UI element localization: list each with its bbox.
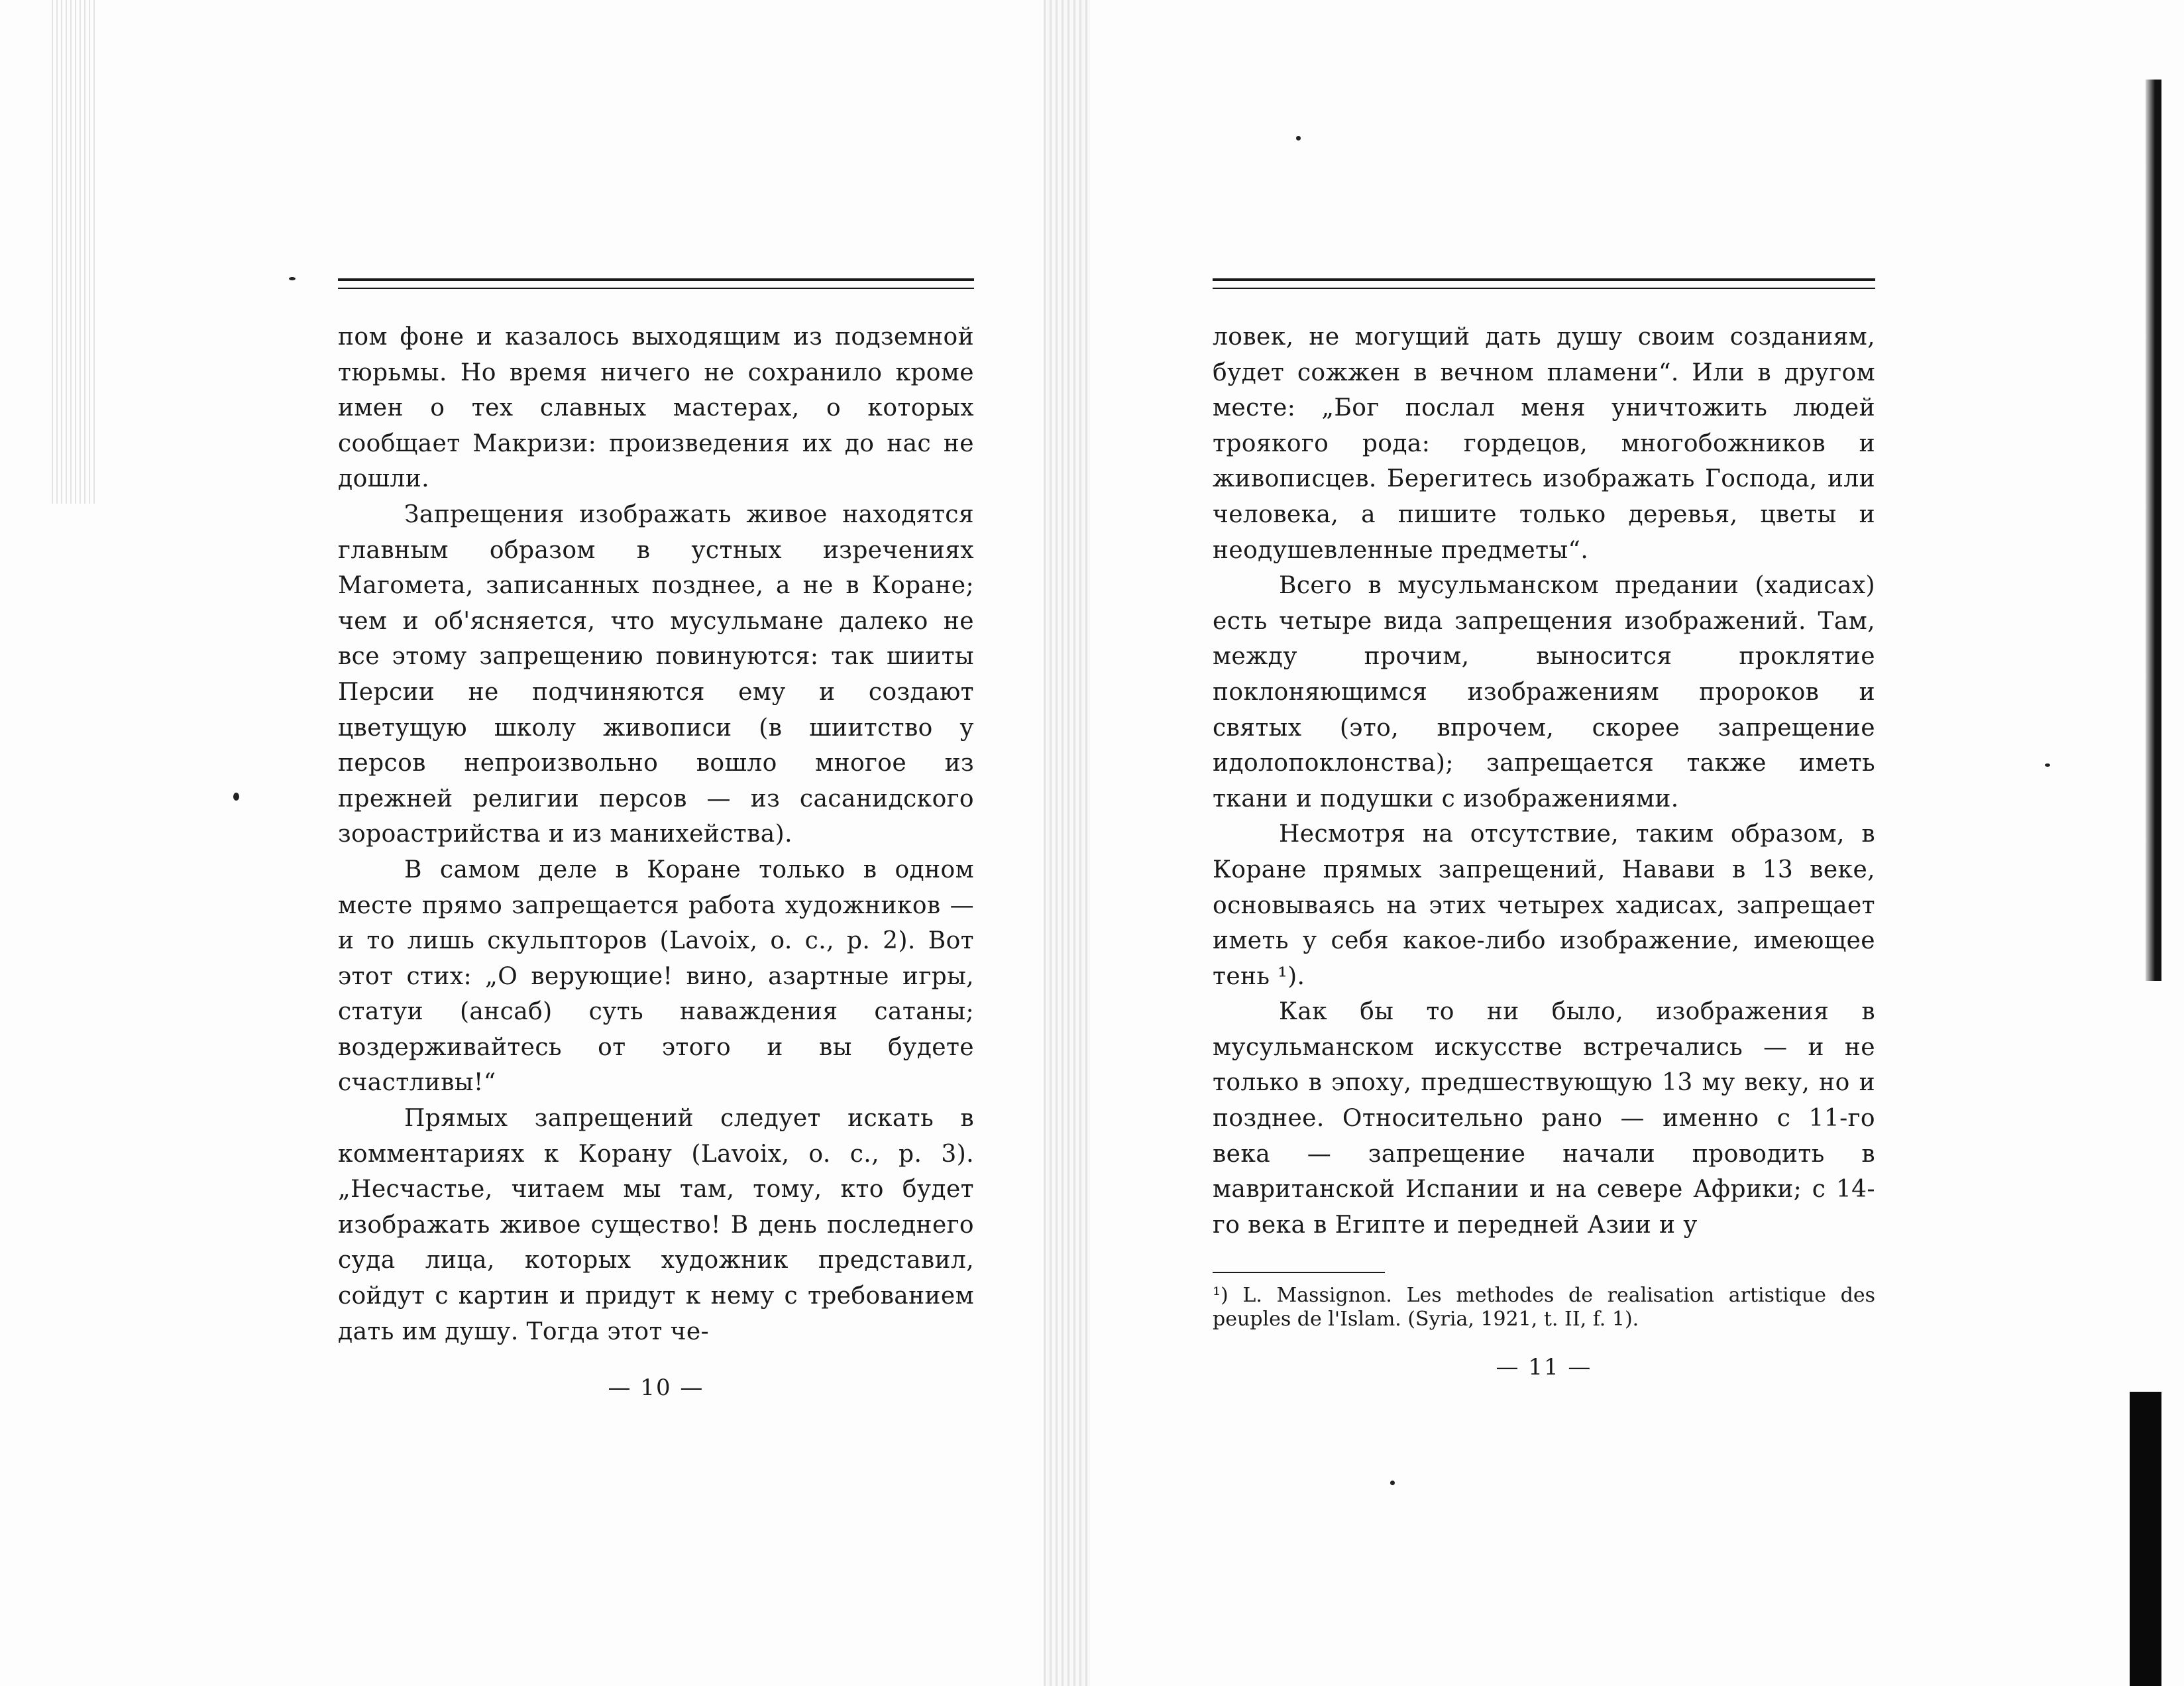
dust-speck — [2045, 763, 2050, 767]
dust-speck — [233, 793, 239, 801]
book-gutter — [1044, 0, 1090, 1686]
scan-edge-artifact — [52, 0, 98, 504]
left-page-text — [338, 319, 974, 1349]
header-rule — [338, 278, 974, 293]
scan-edge-shadow — [2130, 1392, 2161, 1686]
header-rule — [1213, 278, 1875, 293]
paragraph: Несмотря на отсутствие, таким образом, в Коране прямых запрещений, Навави в 13 веке, основываясь на этих четырех хадисах, запрещает иметь у себя какое-либо изображение, имеющее тень ¹). — [1213, 820, 1875, 990]
right-page-text — [1213, 319, 1875, 1243]
scan-edge-shadow — [2146, 80, 2161, 981]
paragraph: Прямых запрещений следует искать в комментариях к Корану (Lavoix, o. c., p. 3). „Несчастье, читаем мы там, тому, кто будет изображать живое существо! В день последнего суда лица, которых художник представил, сойдут с картин и придут к нему с требованием дать им душу. Тогда этот че- — [338, 1105, 974, 1345]
footnote-rule — [1213, 1272, 1385, 1273]
paragraph: Запрещения изображать живое находятся главным образом в устных изречениях Магомета, записанных позднее, а не в Коране; чем и об'ясняется, что мусульмане далеко не все этому запрещению повинуются: так шииты Персии не подчиняются ему и создают цветущую школу живописи (в шиитство у персов непроизвольно вошло многое из прежней религии персов — из сасанидского зороастрийства и из манихейства). — [338, 500, 974, 848]
dust-speck — [1390, 1481, 1395, 1485]
right-page — [1213, 278, 1875, 1380]
paragraph: Как бы то ни было, изображения в мусульманском искусстве встречались — и не только в эпоху, предшествующую 13 му веку, но и позднее. Относительно рано — именно с 11-го века — запрещение начали проводить в мавританской Испании и на севере Африки; с 14-го века в Египте и передней Азии и у — [1213, 998, 1875, 1239]
paragraph: В самом деле в Коране только в одном месте прямо запрещается работа художников — и то лишь скульпторов (Lavoix, o. c., p. 2). Вот этот стих: „О верующие! вино, азартные игры, статуи (ансаб) суть наваждения сатаны; воздерживайтесь от этого и вы будете счастливы!“ — [338, 856, 974, 1097]
dust-speck — [289, 277, 296, 280]
paragraph: пом фоне и казалось выходящим из подземной тюрьмы. Но время ничего не сохранило кроме имен о тех славных мастерах, о которых сообщает Макризи: произведения их до нас не дошли. — [338, 323, 974, 493]
paragraph: Всего в мусульманском предании (хадисах) есть четыре вида запрещения изображений. Там, между прочим, выносится проклятие поклоняющимся изображениям пророков и святых (это, впрочем, скорее запрещение идолопоклонства); запрещается также иметь ткани и подушки с изображениями. — [1213, 572, 1875, 813]
footnote: ¹) L. Massignon. Les methodes de realisation artistique des peuples de l'Islam. (Syria, 1921, t. II, f. 1). — [1213, 1284, 1875, 1331]
paragraph: ловек, не могущий дать душу своим созданиям, будет сожжен в вечном пламени“. Или в другом месте: „Бог послал меня уничтожить людей троякого рода: гордецов, многобожников и живописцев. Берегитесь изображать Господа, или человека, а пишите только деревья, цветы и неодушевленные предметы“. — [1213, 323, 1875, 564]
left-page — [338, 278, 974, 1401]
dust-speck — [1296, 136, 1301, 140]
page-number: — 11 — — [1496, 1354, 1592, 1381]
page-number: — 10 — — [608, 1375, 704, 1402]
